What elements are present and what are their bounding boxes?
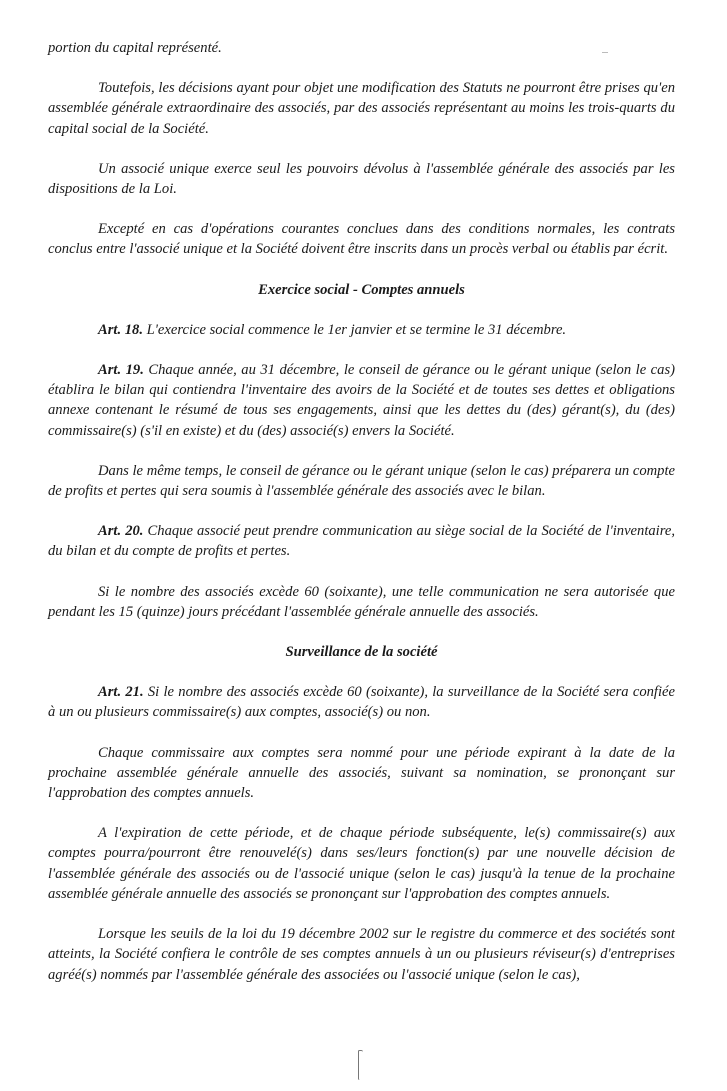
article-20 <box>48 521 675 561</box>
article-21 <box>48 682 675 722</box>
paragraph-modification-statuts: Toutefois, les décisions ayant pour objet une modification des Statuts ne pourront être prises qu'en assemblée générale extraordinaire des associés, par des associés représentant au moins les trois-quarts du capital social de la Société. <box>48 80 675 137</box>
paragraph-associe-unique: Un associé unique exerce seul les pouvoirs dévolus à l'assemblée générale des associés par les dispositions de la Loi. <box>48 160 675 198</box>
article-18-label: Art. 18. <box>98 321 144 338</box>
paragraph-commissaire-nomination: Chaque commissaire aux comptes sera nommé pour une période expirant à la date de la prochaine assemblée générale annuelle des associés, suivant sa nomination, se prononçant sur l'approbation des comptes annuels. <box>48 744 675 802</box>
article-21-text: Si le nombre des associés excède 60 (soixante), la surveillance de la Société sera confiée à un ou plusieurs commissaire(s) aux comptes, associé(s) ou non. <box>48 684 675 721</box>
paragraph-seuils-loi: Lorsque les seuils de la loi du 19 décembre 2002 sur le registre du commerce et des sociétés sont atteints, la Société confiera le contrôle de ses comptes annuels à un ou plusieurs réviseur(s) d'entreprises agréé(s) nommés par l'assemblée générale des associées ou l'associé unique (selon le cas), <box>48 926 675 983</box>
paragraph-expiration-periode: A l'expiration de cette période, et de chaque période subséquente, le(s) commissaire(s) aux comptes pourra/pourront être renouvelé(s) dans ses/leurs fonction(s) par une nouvelle décision de l'assemblée générale des associés ou de l'associé unique (selon le cas) jusqu'à la tenue de la prochaine assemblée générale annuelle des associés se prononçant sur l'approbation des comptes annuels. <box>48 825 675 902</box>
paragraph-capital: portion du capital représenté. <box>48 40 222 56</box>
article-19-label: Art. 19. <box>98 362 144 379</box>
paragraph-communication: Si le nombre des associés excède 60 (soixante), une telle communication ne sera autorisée que pendant les 15 (quinze) jours précédant l'assemblée générale annuelle des associés. <box>48 583 675 620</box>
heading-exercice-social: Exercice social - Comptes annuels <box>258 281 465 298</box>
paragraph-operations-courantes: Excepté en cas d'opérations courantes conclues dans des conditions normales, les contrats conclus entre l'associé unique et la Société doivent être inscrits dans un procès verbal ou établis par écrit. <box>48 221 675 258</box>
document-page <box>48 38 675 985</box>
article-21-label: Art. 21. <box>98 684 144 701</box>
page-mark <box>358 1050 361 1080</box>
article-20-label: Art. 20. <box>98 523 144 540</box>
article-20-text: Chaque associé peut prendre communication au siège social de la Société de l'inventaire, du bilan et du compte de profits et pertes. <box>48 523 676 560</box>
paragraph-compte-profits: Dans le même temps, le conseil de gérance ou le gérant unique (selon le cas) préparera un compte de profits et pertes qui sera soumis à l'assemblée générale des associés avec le bilan. <box>48 462 675 500</box>
article-19-text: Chaque année, au 31 décembre, le conseil de gérance ou le gérant unique (selon le cas) établira le bilan qui contiendra l'inventaire des avoirs de la Société et de toutes ses dettes et obligations annexe contenant le résumé de tous ses engagements, ainsi que les dettes du (des) gérant(s), du (des) commissaire(s) (s'il en existe) et du (des) associé(s) envers la Société. <box>48 362 675 439</box>
article-18-text: L'exercice social commence le 1er janvier et se termine le 31 décembre. <box>143 321 567 338</box>
article-19 <box>48 360 675 441</box>
article-18 <box>48 320 675 340</box>
heading-surveillance: Surveillance de la société <box>285 644 438 661</box>
